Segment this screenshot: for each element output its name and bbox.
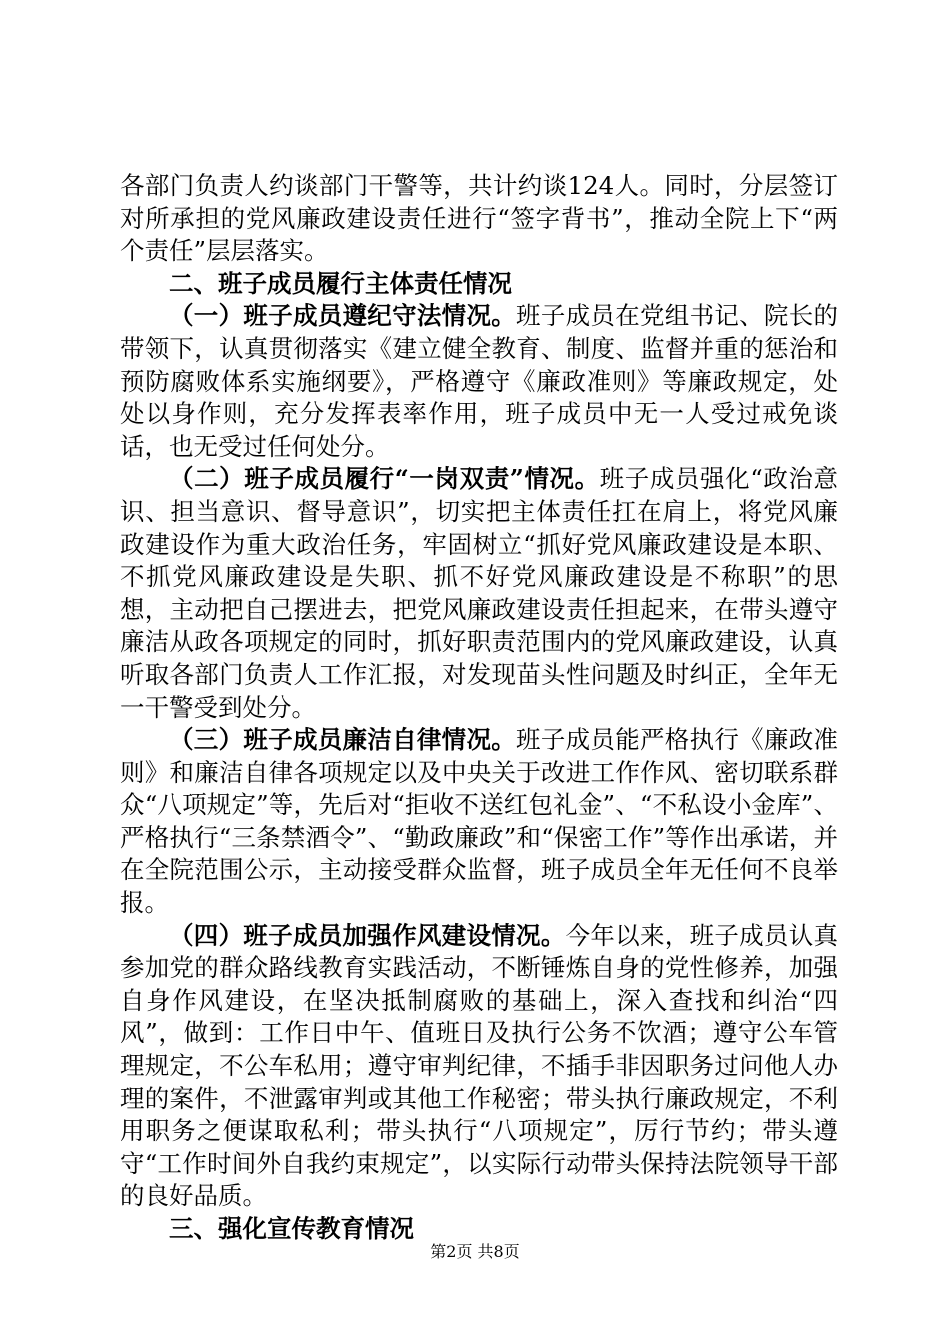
subsection-three-body: 班子成员能严格执行《廉政准则》和廉洁自律各项规定以及中央关于改进工作作风、密切联系群众“八项规定”等，先后对“拒收不送红包礼金”、“不私设小金库”、严格执行“三条禁酒令”、“勤政廉政”和“保密工作”等作出承诺，并在全院范围公示，主动接受群众监督，班子成员全年无任何不良举报。 [120,725,839,918]
subsection-two-title: （二）班子成员履行“一岗双责”情况。 [169,464,600,494]
document-body [120,170,838,1246]
subsection-three [120,724,838,920]
subsection-one [120,300,838,463]
subsection-two-body: 班子成员强化“政治意识、担当意识、督导意识”，切实把主体责任扛在肩上，将党风廉政建设作为重大政治任务，牢固树立“抓好党风廉政建设是本职、不抓党风廉政建设是失职、抓不好党风廉政建设是不称职”的思想，主动把自己摆进去，把党风廉政建设责任担起来，在带头遵守廉洁从政各项规定的同时，抓好职责范围内的党风廉政建设，认真听取各部门负责人工作汇报，对发现苗头性问题及时纠正，全年无一干警受到处分。 [120,464,839,722]
subsection-four [120,920,838,1213]
subsection-one-title: （一）班子成员遵纪守法情况。 [169,301,517,331]
subsection-four-title: （四）班子成员加强作风建设情况。 [169,920,566,950]
subsection-two [120,463,838,724]
section-heading-two: 二、班子成员履行主体责任情况 [169,268,512,298]
paragraph-continuation: 各部门负责人约谈部门干警等，共计约谈124人。同时，分层签订对所承担的党风廉政建设责任进行“签字背书”，推动全院上下“两个责任”层层落实。 [120,171,838,266]
section-heading-three: 三、强化宣传教育情况 [169,1214,414,1243]
subsection-one-body: 班子成员在党组书记、院长的带领下，认真贯彻落实《建立健全教育、制度、监督并重的惩治和预防腐败体系实施纲要》，严格遵守《廉政准则》等廉政规定，处处以身作则，充分发挥表率作用，班子成员中无一人受过戒免谈话，也无受过任何处分。 [120,301,839,461]
subsection-three-title: （三）班子成员廉洁自律情况。 [169,725,517,755]
subsection-four-body: 今年以来，班子成员认真参加党的群众路线教育实践活动，不断锤炼自身的党性修养，加强自身作风建设，在坚决抵制腐败的基础上，深入查找和纠治“四风”，做到：工作日中午、值班日及执行公务不饮酒；遵守公车管理规定，不公车私用；遵守审判纪律，不插手非因职务过问他人办理的案件，不泄露审判或其他工作秘密；带头执行廉政规定，不利用职务之便谋取私利；带头执行“八项规定”，厉行节约；带头遵守“工作时间外自我约束规定”，以实际行动带头保持法院领导干部的良好品质。 [120,920,839,1211]
page-number-footer: 第2页 共8页 [430,1242,520,1261]
